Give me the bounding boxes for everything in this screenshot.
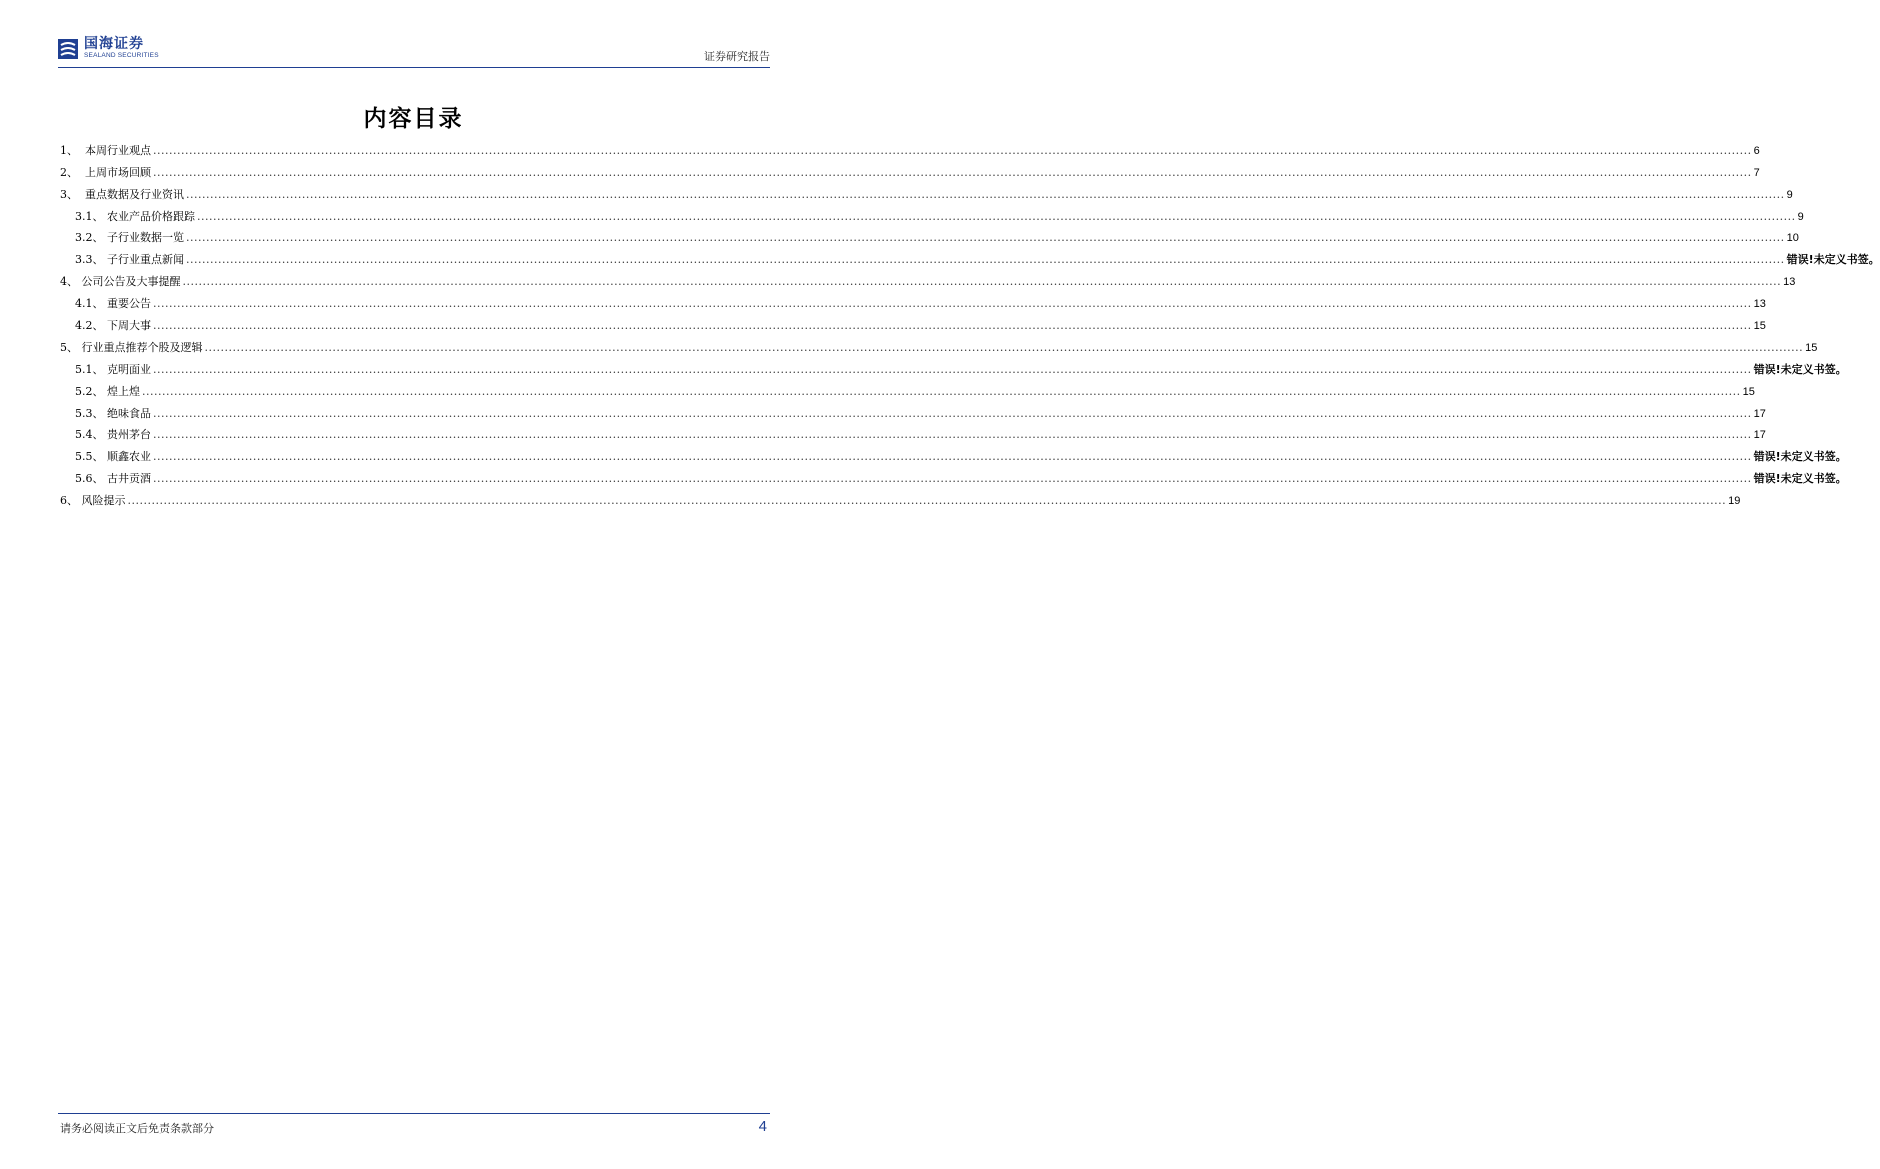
toc-entry-label[interactable]: 5、 行业重点推荐个股及逻辑	[60, 340, 203, 354]
toc-entry-label[interactable]: 3.3、 子行业重点新闻	[75, 253, 184, 267]
toc-page-number[interactable]: 6	[1753, 144, 1760, 157]
footer-divider	[58, 1113, 770, 1114]
toc-page-number[interactable]: 9	[1786, 188, 1793, 201]
page-header	[58, 36, 770, 66]
toc-entry[interactable]	[60, 224, 1799, 246]
toc-page-number[interactable]: 19	[1728, 495, 1741, 508]
toc-dot-leader: ................................................................................................................................................................................................................................................................................................................................................................................................................	[153, 165, 1752, 179]
toc-entry[interactable]	[60, 311, 1766, 333]
toc-entry[interactable]	[60, 421, 1766, 443]
toc-dot-leader: ................................................................................................................................................................................................................................................................................................................................................................................................................	[153, 428, 1752, 442]
toc-dot-leader: ................................................................................................................................................................................................................................................................................................................................................................................................................	[186, 187, 1785, 201]
toc-dot-leader: ................................................................................................................................................................................................................................................................................................................................................................................................................	[186, 253, 1785, 267]
toc-entry-label[interactable]: 5.1、 克明面业	[75, 362, 151, 376]
toc-entry[interactable]	[60, 333, 1818, 355]
table-of-contents	[60, 136, 1880, 508]
toc-dot-leader: ................................................................................................................................................................................................................................................................................................................................................................................................................	[153, 472, 1752, 486]
toc-entry[interactable]	[60, 136, 1760, 158]
toc-entry-label[interactable]: 4.2、 下周大事	[75, 319, 151, 333]
toc-entry-label[interactable]: 5.6、 古井贡酒	[75, 472, 151, 486]
report-type-label: 证券研究报告	[704, 50, 770, 63]
toc-entry-label[interactable]: 4.1、 重要公告	[75, 297, 151, 311]
toc-dot-leader: ................................................................................................................................................................................................................................................................................................................................................................................................................	[142, 384, 1741, 398]
toc-entry[interactable]	[60, 377, 1755, 399]
toc-page-error[interactable]: 错误!未定义书签。	[1753, 450, 1847, 464]
toc-dot-leader: ................................................................................................................................................................................................................................................................................................................................................................................................................	[153, 297, 1752, 311]
toc-dot-leader: ................................................................................................................................................................................................................................................................................................................................................................................................................	[153, 143, 1752, 157]
toc-dot-leader: ................................................................................................................................................................................................................................................................................................................................................................................................................	[186, 231, 1785, 245]
toc-entry-label[interactable]: 6、 风险提示	[60, 494, 126, 508]
toc-dot-leader: ................................................................................................................................................................................................................................................................................................................................................................................................................	[182, 275, 1782, 289]
toc-dot-leader: ................................................................................................................................................................................................................................................................................................................................................................................................................	[153, 406, 1752, 420]
toc-page-number[interactable]: 10	[1786, 232, 1799, 245]
toc-dot-leader: ................................................................................................................................................................................................................................................................................................................................................................................................................	[127, 494, 1727, 508]
toc-page-number[interactable]: 15	[1805, 341, 1818, 354]
toc-entry-label[interactable]: 3.1、 农业产品价格跟踪	[75, 209, 195, 223]
toc-entry-label[interactable]: 5.4、 贵州茅台	[75, 428, 151, 442]
company-logo	[58, 36, 159, 66]
toc-entry[interactable]	[60, 289, 1766, 311]
toc-page-error[interactable]: 错误!未定义书签。	[1753, 472, 1847, 486]
sealand-logo-icon	[58, 37, 78, 61]
toc-entry[interactable]	[60, 464, 1847, 486]
toc-entry-label[interactable]: 3、 重点数据及行业资讯	[60, 187, 184, 201]
toc-dot-leader: ................................................................................................................................................................................................................................................................................................................................................................................................................	[197, 209, 1796, 223]
page-number: 4	[758, 1118, 767, 1135]
header-divider	[58, 67, 770, 68]
toc-entry[interactable]	[60, 355, 1847, 377]
toc-page-error[interactable]: 错误!未定义书签。	[1753, 362, 1847, 376]
page-title: 内容目录	[363, 106, 464, 132]
toc-entry-label[interactable]: 5.2、 煌上煌	[75, 384, 140, 398]
toc-entry-label[interactable]: 4、 公司公告及大事提醒	[60, 275, 181, 289]
toc-page-number[interactable]: 13	[1783, 276, 1796, 289]
footer-disclaimer: 请务必阅读正文后免责条款部分	[60, 1122, 214, 1135]
toc-entry[interactable]	[60, 486, 1741, 508]
toc-dot-leader: ................................................................................................................................................................................................................................................................................................................................................................................................................	[153, 450, 1752, 464]
toc-entry[interactable]	[60, 245, 1880, 267]
toc-dot-leader: ................................................................................................................................................................................................................................................................................................................................................................................................................	[204, 340, 1804, 354]
toc-entry-label[interactable]: 1、 本周行业观点	[60, 143, 151, 157]
toc-dot-leader: ................................................................................................................................................................................................................................................................................................................................................................................................................	[153, 319, 1752, 333]
toc-dot-leader: ................................................................................................................................................................................................................................................................................................................................................................................................................	[153, 362, 1752, 376]
toc-entry-label[interactable]: 5.5、 顺鑫农业	[75, 450, 151, 464]
logo-english-name: SEALAND SECURITIES	[84, 52, 159, 59]
toc-page-number[interactable]: 15	[1753, 320, 1766, 333]
toc-page-number[interactable]: 17	[1753, 429, 1766, 442]
toc-entry[interactable]	[60, 202, 1804, 224]
toc-entry[interactable]	[60, 158, 1760, 180]
logo-chinese-name: 国海证券	[84, 36, 144, 52]
toc-entry[interactable]	[60, 399, 1766, 421]
toc-entry[interactable]	[60, 267, 1796, 289]
toc-entry-label[interactable]: 5.3、 绝味食品	[75, 406, 151, 420]
toc-entry[interactable]	[60, 442, 1847, 464]
toc-entry-label[interactable]: 2、 上周市场回顾	[60, 165, 151, 179]
toc-page-number[interactable]: 13	[1753, 298, 1766, 311]
toc-page-number[interactable]: 17	[1753, 407, 1766, 420]
toc-page-number[interactable]: 7	[1753, 166, 1760, 179]
toc-page-number[interactable]: 9	[1797, 210, 1804, 223]
toc-page-number[interactable]: 15	[1742, 385, 1755, 398]
toc-page-error[interactable]: 错误!未定义书签。	[1786, 253, 1880, 267]
toc-entry[interactable]	[60, 180, 1793, 202]
toc-entry-label[interactable]: 3.2、 子行业数据一览	[75, 231, 184, 245]
